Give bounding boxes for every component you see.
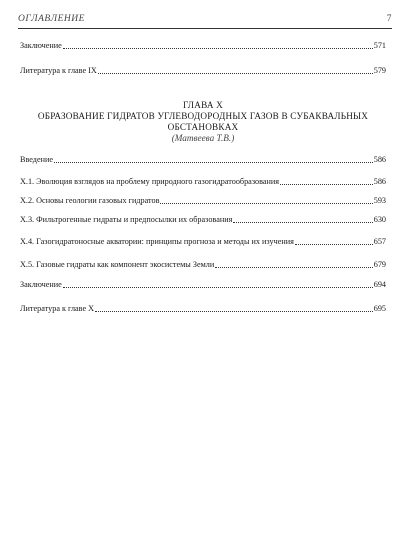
toc-leader-dots [54,162,373,163]
toc-entry-page: 630 [373,215,386,224]
toc-leader-dots [280,184,373,185]
toc-entry-label: Литература к главе X [20,304,95,313]
toc-entry-label: X.5. Газовые гидраты как компонент экосистемы Земли [20,260,215,269]
toc-entry-page: 571 [373,41,386,50]
toc-entry-label: Заключение [20,41,62,50]
toc-entry-label: X.2. Основы геологии газовых гидратов [20,196,160,205]
toc-entry-page: 586 [373,177,386,186]
toc-entry-page: 679 [373,260,386,269]
toc-entry-label: X.4. Газогидратоносные акватории: принципы прогноза и методы их изучения [20,237,294,246]
toc-entry[interactable] [20,66,386,76]
toc-entry-page: 579 [373,66,386,75]
toc-entry[interactable] [20,177,386,187]
chapter-title: ГЛАВА X [182,100,223,110]
toc-leader-dots [233,222,372,223]
toc-leader-dots [98,73,373,74]
toc-leader-dots [215,267,372,268]
toc-entry-page: 657 [373,237,386,246]
toc-entry[interactable] [20,280,386,290]
toc-entry-page: 586 [373,155,386,164]
toc-entry[interactable] [20,155,386,165]
toc-entry-label: Заключение [20,280,62,289]
toc-entry-page: 695 [373,304,386,313]
page-number: 7 [386,14,392,24]
chapter-author: (Матвеева Т.В.) [171,133,235,143]
running-head [18,14,392,29]
toc-leader-dots [160,203,372,204]
toc-entry[interactable] [20,215,386,225]
toc-entry-page: 593 [373,196,386,205]
toc-leader-dots [95,311,373,312]
toc-entry-label: Введение [20,155,54,164]
chapter-heading-block [20,100,386,144]
toc-entry[interactable] [20,304,386,314]
toc-entry[interactable] [20,237,386,247]
toc-entry[interactable] [20,41,386,51]
toc-entry-page: 694 [373,280,386,289]
chapter-heading-line2: ОБСТАНОВКАХ [167,122,239,132]
toc-leader-dots [63,287,373,288]
toc-leader-dots [295,244,373,245]
running-head-section: ОГЛАВЛЕНИЕ [18,14,85,24]
toc-leader-dots [63,48,373,49]
toc-entry-label: X.3. Фильтрогенные гидраты и предпосылки их образования [20,215,233,224]
chapter-heading-line1: ОБРАЗОВАНИЕ ГИДРАТОВ УГЛЕВОДОРОДНЫХ ГАЗОВ В СУБАКВАЛЬНЫХ [37,111,369,121]
toc-entry-label: X.1. Эволюция взглядов на проблему природного газогидратообразования [20,177,280,186]
toc-entry[interactable] [20,260,386,270]
toc-entry[interactable] [20,196,386,206]
toc-entry-label: Литература к главе IX [20,66,97,75]
